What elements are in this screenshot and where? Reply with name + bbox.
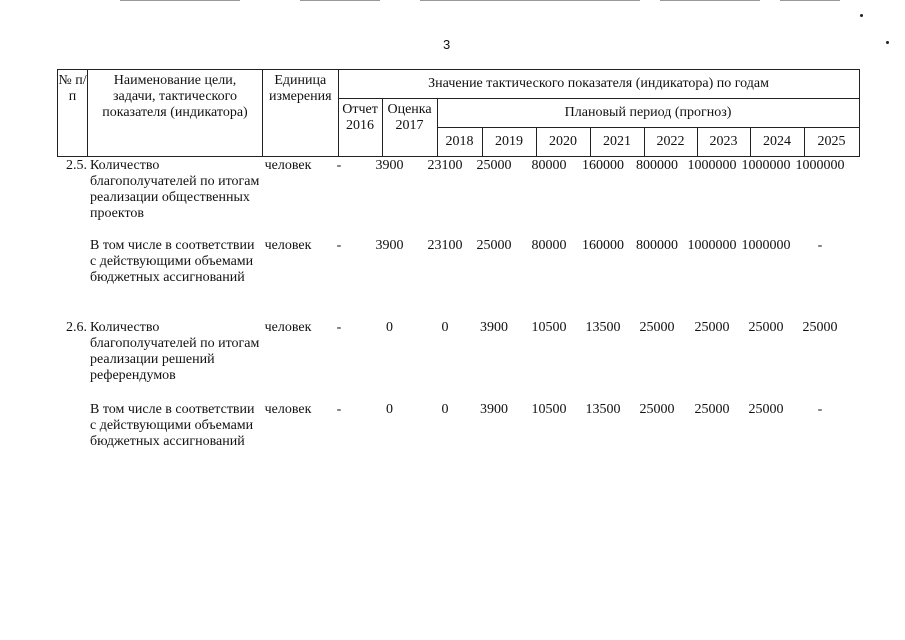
header-year-2025: 2025 [804, 128, 859, 157]
header-year-2024: 2024 [750, 128, 804, 157]
row-indicator-name: В том числе в соответствии с действующими объемами бюджетных ассигнований [90, 402, 255, 449]
row-value-2024: 25000 [748, 402, 784, 417]
scan-edge-line [120, 0, 240, 1]
row-indicator-name: Количество благополучателей по итогам реализации общественных проектов [90, 158, 260, 221]
header-year-2022: 2022 [644, 128, 697, 157]
row-number: 2.5. [66, 158, 87, 173]
header-col-estimate: Оценка 2017 [382, 99, 437, 157]
scan-edge-line [300, 0, 380, 1]
row-value-2020: 10500 [531, 320, 567, 335]
header-year-2020: 2020 [536, 128, 590, 157]
row-unit: человек [264, 402, 312, 417]
row-value-2025: - [817, 238, 823, 253]
row-value-2022: 25000 [639, 320, 675, 335]
row-indicator-name: Количество благополучателей по итогам реализации решений референдумов [90, 320, 260, 383]
page-number: 3 [443, 37, 451, 52]
row-unit: человек [264, 158, 312, 173]
row-value-2020: 80000 [531, 158, 567, 173]
row-value-2018: 0 [441, 402, 449, 417]
row-unit: человек [264, 320, 312, 335]
row-value-2021: 160000 [582, 158, 624, 173]
row-estimate-2017: 0 [386, 320, 393, 335]
header-col-name: Наименование цели, задачи, тактического показателя (индикатора) [88, 70, 263, 157]
table-row [57, 320, 847, 402]
row-value-2023: 1000000 [687, 238, 737, 253]
table-row [57, 158, 847, 238]
header-col-unit: Единица измерения [263, 70, 339, 157]
row-report-2016: - [336, 238, 342, 253]
row-value-2023: 25000 [694, 320, 730, 335]
row-value-2019: 3900 [480, 402, 508, 417]
table-body [57, 158, 847, 482]
header-year-2021: 2021 [590, 128, 644, 157]
row-value-2022: 800000 [636, 238, 678, 253]
row-value-2018: 23100 [427, 158, 463, 173]
row-value-2022: 800000 [636, 158, 678, 173]
row-value-2019: 3900 [480, 320, 508, 335]
row-value-2020: 10500 [531, 402, 567, 417]
row-value-2020: 80000 [531, 238, 567, 253]
row-report-2016: - [336, 158, 342, 173]
header-year-2019: 2019 [482, 128, 536, 157]
scan-speck [886, 41, 889, 44]
row-indicator-name: В том числе в соответствии с действующими объемами бюджетных ассигнований [90, 238, 255, 285]
row-value-2025: 1000000 [795, 158, 845, 173]
table-row [57, 238, 847, 320]
row-value-2023: 25000 [694, 402, 730, 417]
row-value-2025: 25000 [802, 320, 838, 335]
row-report-2016: - [336, 402, 342, 417]
header-col-values: Значение тактического показателя (индикатора) по годам [338, 70, 859, 99]
row-value-2022: 25000 [639, 402, 675, 417]
row-value-2021: 13500 [585, 320, 621, 335]
row-estimate-2017: 3900 [375, 238, 404, 253]
row-number: 2.6. [66, 320, 87, 335]
row-value-2024: 1000000 [741, 238, 791, 253]
header-year-2018: 2018 [437, 128, 482, 157]
header-year-2023: 2023 [697, 128, 750, 157]
scan-edge-line [780, 0, 840, 1]
scan-edge-line [660, 0, 760, 1]
header-col-number: № п/п [58, 70, 88, 157]
row-value-2018: 0 [441, 320, 449, 335]
row-estimate-2017: 0 [386, 402, 393, 417]
row-value-2019: 25000 [476, 238, 512, 253]
row-value-2025: - [817, 402, 823, 417]
table-header [57, 69, 860, 157]
row-value-2021: 13500 [585, 402, 621, 417]
row-estimate-2017: 3900 [375, 158, 404, 173]
row-value-2023: 1000000 [687, 158, 737, 173]
scan-edge-line [420, 0, 640, 1]
row-value-2024: 1000000 [741, 158, 791, 173]
table-row [57, 402, 847, 482]
row-unit: человек [264, 238, 312, 253]
header-col-report: Отчет 2016 [338, 99, 382, 157]
row-value-2024: 25000 [748, 320, 784, 335]
row-value-2021: 160000 [582, 238, 624, 253]
scan-speck [860, 14, 863, 17]
row-value-2019: 25000 [476, 158, 512, 173]
header-col-plan: Плановый период (прогноз) [437, 99, 859, 128]
row-report-2016: - [336, 320, 342, 335]
row-value-2018: 23100 [427, 238, 463, 253]
